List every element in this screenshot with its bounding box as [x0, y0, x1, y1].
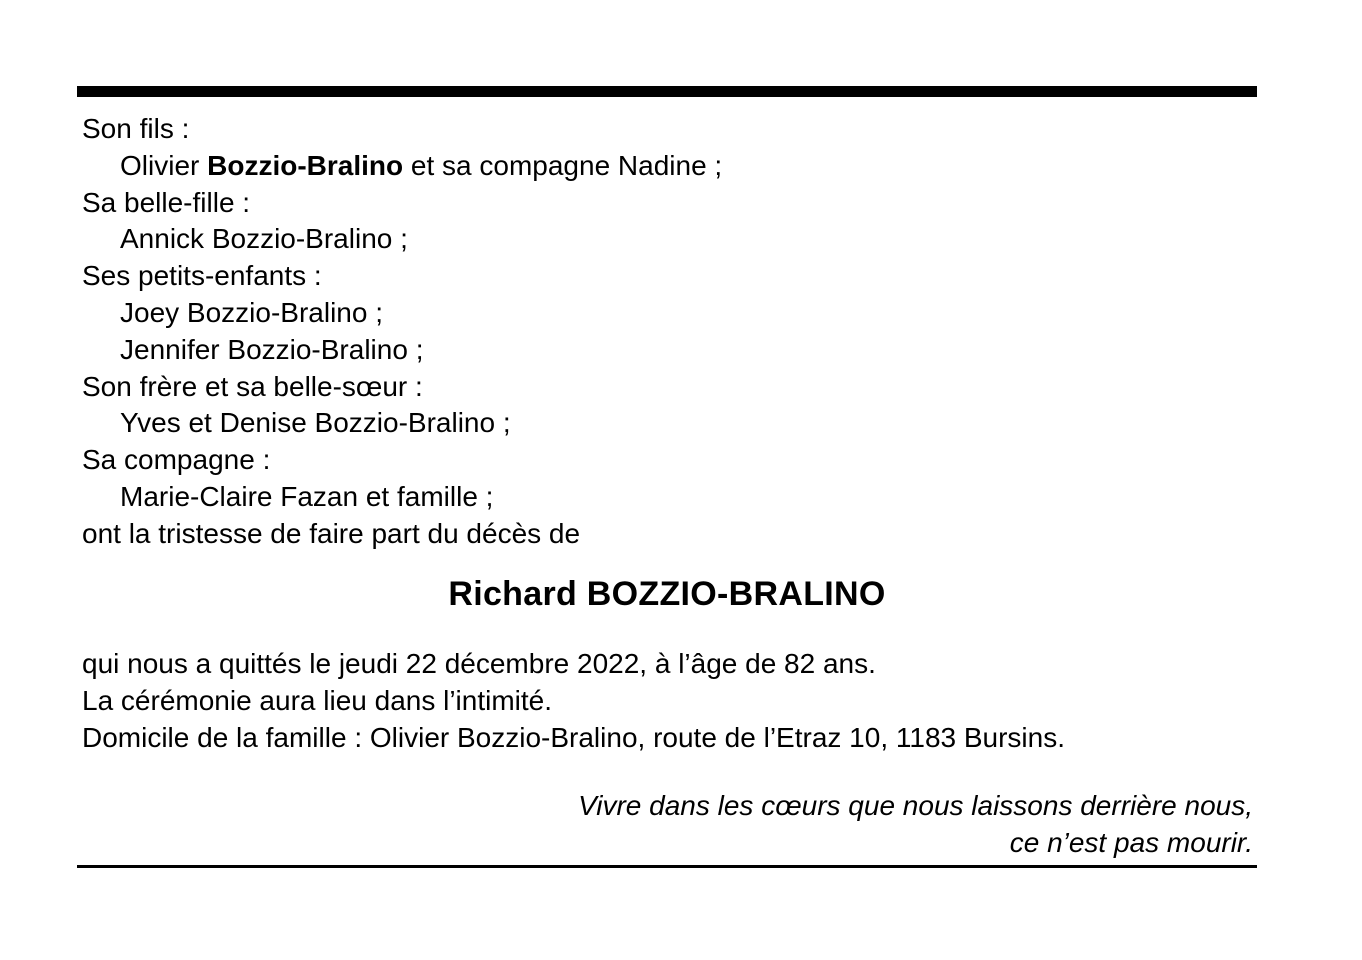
family-list	[77, 111, 1257, 553]
son-first-name: Olivier	[120, 149, 208, 181]
siblings-entry: Yves et Denise Bozzio-Bralino ;	[120, 407, 511, 439]
details-block	[77, 645, 1257, 756]
partner-entry: Marie-Claire Fazan et famille ;	[120, 480, 494, 512]
son-entry	[82, 148, 1257, 185]
bottom-rule	[77, 865, 1257, 868]
daughter-in-law-heading: Sa belle-fille :	[82, 186, 251, 218]
quote-line-2: ce n’est pas mourir.	[1009, 827, 1253, 859]
deceased-name: Richard BOZZIO-BRALINO	[448, 574, 886, 613]
death-notice	[77, 86, 1257, 862]
grandchild-entry-2: Jennifer Bozzio-Bralino ;	[120, 333, 424, 365]
siblings-heading: Son frère et sa belle-sœur :	[82, 370, 423, 402]
son-rest: et sa compagne Nadine ;	[403, 149, 723, 181]
son-surname: Bozzio-Bralino	[207, 149, 404, 181]
domicile-details: Domicile de la famille : Olivier Bozzio-Bralino, route de l’Etraz 10, 1183 Bursins.	[82, 721, 1066, 753]
ceremony-details: La cérémonie aura lieu dans l’intimité.	[82, 684, 553, 716]
top-rule	[77, 86, 1257, 97]
closing-quote	[77, 787, 1257, 862]
announcement-line: ont la tristesse de faire part du décès de	[82, 517, 581, 549]
death-details: qui nous a quittés le jeudi 22 décembre 2022, à l’âge de 82 ans.	[82, 647, 876, 679]
daughter-in-law-entry: Annick Bozzio-Bralino ;	[120, 223, 408, 255]
partner-heading: Sa compagne :	[82, 444, 271, 476]
quote-line-1: Vivre dans les cœurs que nous laissons derrière nous,	[578, 789, 1253, 821]
grandchildren-heading: Ses petits-enfants :	[82, 260, 322, 292]
son-heading: Son fils :	[82, 113, 190, 144]
grandchild-entry-1: Joey Bozzio-Bralino ;	[120, 296, 384, 328]
